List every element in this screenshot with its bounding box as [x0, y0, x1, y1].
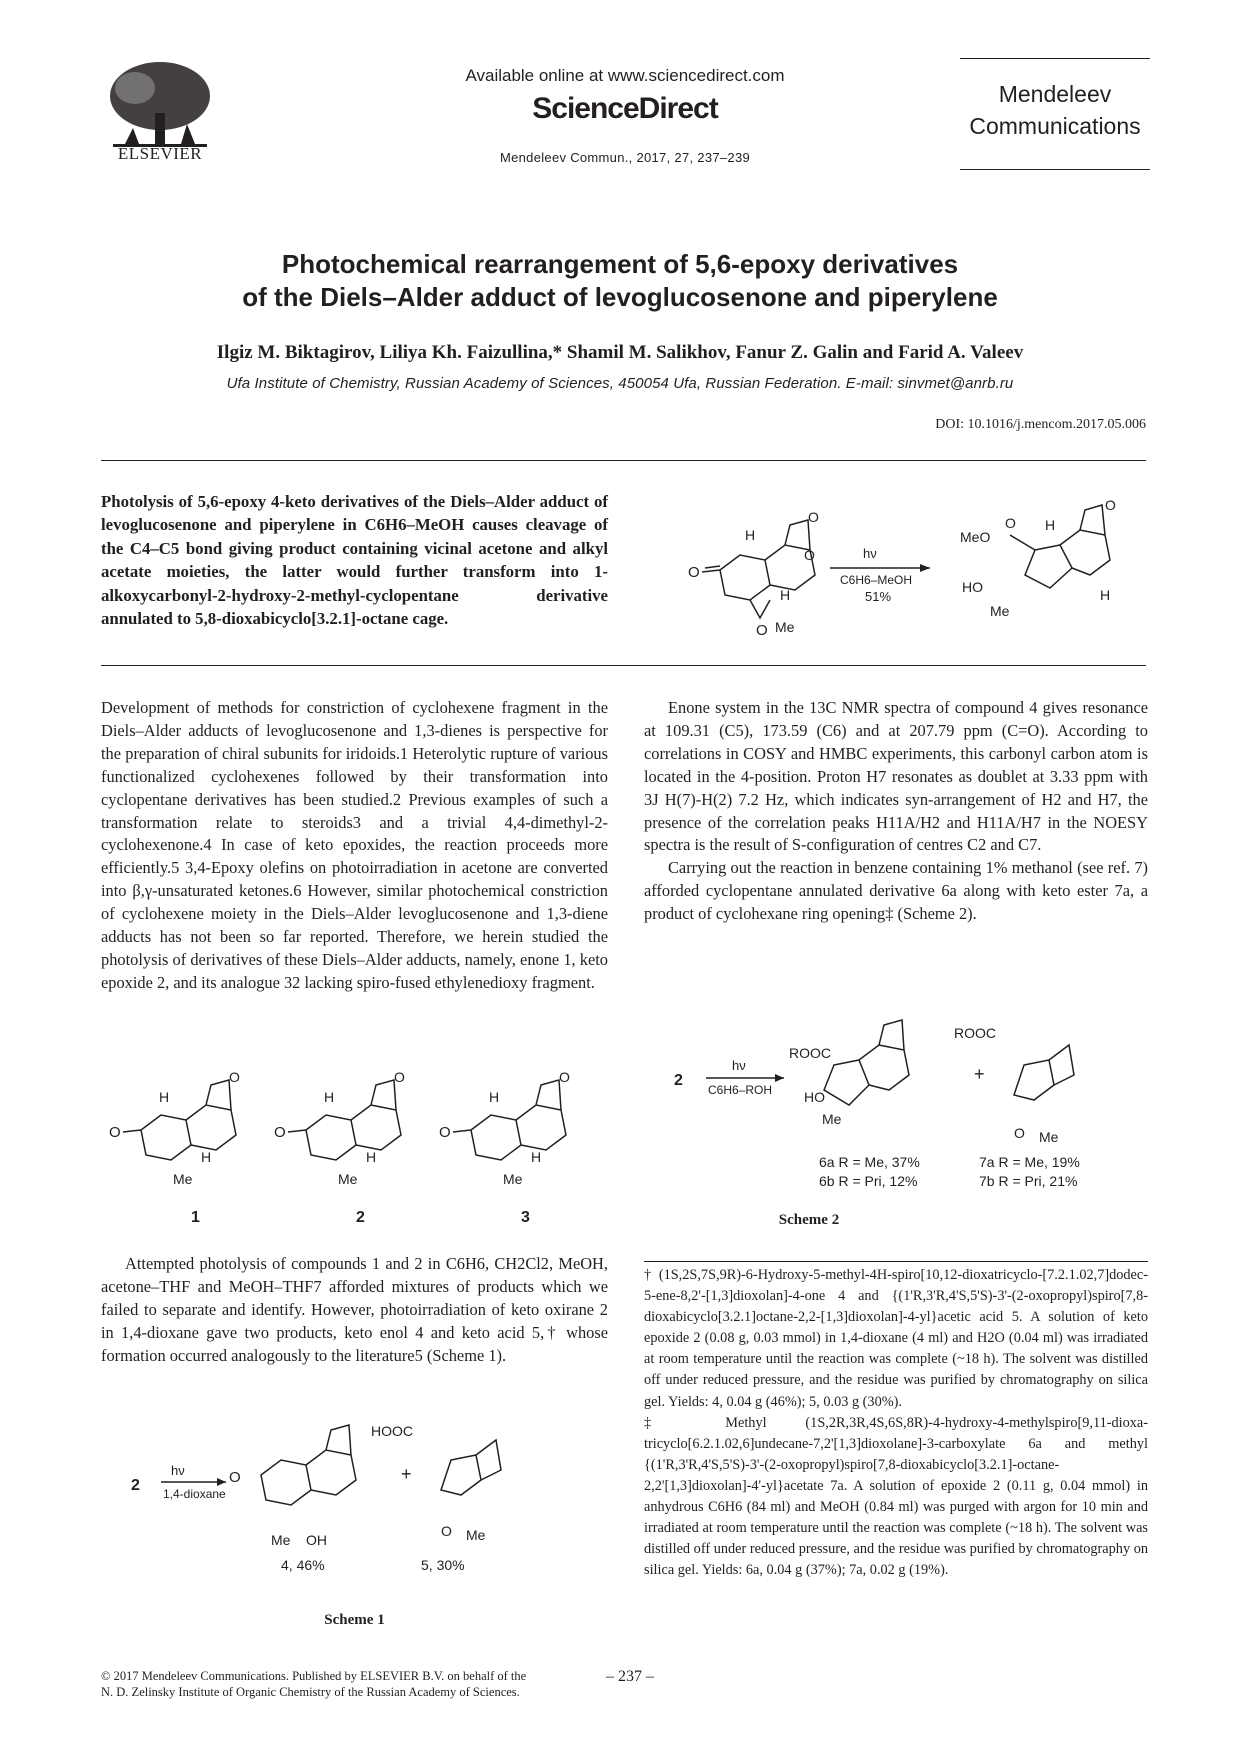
svg-text:O: O	[808, 509, 819, 525]
doi-link[interactable]: DOI: 10.1016/j.mencom.2017.05.006	[935, 417, 1146, 432]
svg-text:O: O	[109, 1124, 121, 1141]
ga-yield: 51%	[865, 589, 892, 604]
svg-text:HO: HO	[962, 579, 983, 595]
journal-name-line1: Mendeleev	[998, 81, 1112, 107]
scheme2-caption: Scheme 2	[778, 1212, 840, 1228]
scheme-2	[644, 1010, 1148, 1210]
compound-label-2: 2	[356, 1209, 365, 1226]
svg-text:Me: Me	[775, 619, 795, 635]
scheme1-product-4	[229, 1425, 356, 1548]
journal-name-line2: Communications	[969, 113, 1141, 139]
ga-product-structure	[960, 500, 1116, 619]
photolysis-paragraph: Attempted photolysis of compounds 1 and 2 in C6H6, CH2Cl2, MeOH, acetone–THF and MeOH–THF7 afforded mixtures of products which we failed to separate and identify. However, photoirradiation of keto oxirane 2 in 1,4-dioxane gave two products, keto enol 4 and keto acid 5,† whose formation occurred analogously to the literature5 (Scheme 1).	[101, 1254, 608, 1365]
footnote-dagger: † (1S,2S,7S,9R)-6-Hydroxy-5-methyl-4H-spiro[10,12-dioxatricyclo-[7.2.1.02,7]dodec-5-ene-8,2'-[1,3]dioxolan]-4-one 4 and {(1'R,3'R,4'S,5'S)-3'-(2-oxopropyl)spiro[7,8-dioxabicyclo[3.2.1]octane-2,2-[1,3]dioxolan]-4-yl}acetic acid 5. A solution of keto epoxide 2 (0.08 g, 0.03 mmol) in 1,4-dioxane (4 ml) and H2O (0.04 ml) was irradiated at room temperature until the reaction was complete (~18 h). The solvent was distilled off under reduced pressure, and the residue was purified by chromatography on silica gel. Yields: 4, 0.04 g (46%); 5, 0.03 g (30%).	[644, 1267, 1148, 1410]
svg-text:O: O	[756, 622, 768, 639]
compound-skeleton	[109, 1070, 240, 1187]
svg-text:Me: Me	[173, 1171, 193, 1187]
divider-top	[101, 460, 1146, 461]
compound-label-1: 1	[191, 1209, 200, 1226]
svg-text:H: H	[780, 587, 791, 603]
svg-text:ROOC: ROOC	[954, 1025, 996, 1041]
scheme1-start: 2	[131, 1477, 140, 1494]
left-column	[101, 697, 608, 995]
article-title-line1: Photochemical rearrangement of 5,6-epoxy derivatives	[281, 249, 959, 279]
scheme1-caption: Scheme 1	[324, 1612, 385, 1628]
svg-text:ROOC: ROOC	[789, 1045, 831, 1061]
svg-text:H: H	[201, 1149, 212, 1165]
svg-text:O: O	[229, 1469, 241, 1486]
svg-text:H: H	[1100, 587, 1111, 603]
svg-text:H: H	[159, 1089, 170, 1105]
scheme2-product-7	[954, 1025, 1074, 1145]
scheme2-start: 2	[674, 1072, 683, 1089]
svg-text:O: O	[229, 1070, 240, 1085]
svg-text:O: O	[441, 1523, 452, 1539]
scheme2-7a: 7a R = Me, 19%	[979, 1154, 1080, 1170]
scheme2-7b: 7b R = Pri, 21%	[979, 1173, 1078, 1189]
scheme1-product4-yield: 4, 46%	[281, 1557, 325, 1573]
svg-text:Me: Me	[1039, 1129, 1059, 1145]
scheme-1	[101, 1410, 608, 1590]
article-title-line2: of the Diels–Alder adduct of levoglucosenone and piperylene	[242, 282, 998, 312]
svg-text:O: O	[1105, 500, 1116, 513]
ga-reactant-structure	[688, 509, 819, 639]
svg-text:OH: OH	[306, 1532, 327, 1548]
author-list: Ilgiz M. Biktagirov, Liliya Kh. Faizullina,* Shamil M. Salikhov, Fanur Z. Galin and Farid A. Valeev	[216, 342, 1024, 363]
svg-text:+: +	[401, 1464, 412, 1484]
footnote-ddagger: ‡ Methyl (1S,2R,3R,4S,6S,8R)-4-hydroxy-4-methylspiro[9,11-dioxa-tricyclo[6.2.1.02,6]undecane-7,2'[1,3]dioxolane]-3-carboxylate 6a and methyl {(1'R,3'R,4'S,5'S)-3'-(2-oxopropyl)spiro[7,8-dioxabicyclo[3.2.1]-octane-2,2'[1,3]dioxolan]-4'-yl}acetate 7a. A solution of epoxide 2 (0.11 g, 0.04 mmol) in anhydrous C6H6 (84 ml) and MeOH (0.84 ml) was purged with argon for 10 min and irradiated at room temperature until the reaction was complete (~18 h). The solvent was distilled off under reduced pressure, and the residue was purified by chromatography on silica gel. Yields: 6a, 0.04 g (37%); 7a, 0.02 g (19%).	[644, 1414, 1148, 1579]
footnote-divider	[644, 1261, 1148, 1262]
scheme2-product-6	[789, 1020, 909, 1127]
scheme1-reagent-top: hν	[171, 1463, 185, 1478]
scheme1-product5-yield: 5, 30%	[421, 1557, 465, 1573]
article-title	[130, 248, 1110, 314]
publisher-name: ELSEVIER	[117, 144, 203, 163]
left-column-2	[101, 1253, 608, 1368]
svg-text:O: O	[804, 547, 815, 563]
footnotes	[644, 1265, 1148, 1581]
scheme1-product-5	[371, 1423, 501, 1543]
svg-text:H: H	[1045, 517, 1056, 533]
available-online[interactable]: Available online at www.sciencedirect.com	[465, 66, 785, 85]
scheme1-reagent-bottom: 1,4-dioxane	[163, 1487, 226, 1501]
svg-text:O: O	[1014, 1125, 1025, 1141]
nmr-paragraph: Enone system in the 13C NMR spectra of compound 4 gives resonance at 109.31 (C5), 173.59 (C6) and at 207.79 ppm (C=O). According to correlations in COSY and HMBC experiments, this carbonyl carbon atom is located in the 4-position. Proton H7 resonates as doublet at 3.33 ppm with 3J H(7)-H(2) 7.2 Hz, which indicates syn-arrangement of H2 and H7, the presence of the correlation peaks H11A/H2 and H11A/H7 in the NOESY spectra is the result of S-configuration of centres C2 and C7.	[644, 698, 1148, 855]
svg-text:+: +	[974, 1064, 985, 1084]
scheme2-reagent-bottom: C6H6–ROH	[708, 1083, 773, 1097]
svg-text:O: O	[1005, 515, 1016, 531]
right-column	[644, 697, 1148, 926]
compound-label-3: 3	[521, 1209, 530, 1226]
intro-paragraph: Development of methods for constriction of cyclohexene fragment in the Diels–Alder adducts of levoglucosenone and 1,3-dienes is perspective for the preparation of chiral subunits for iridoids.1 Heterolytic rupture of various functionalized cyclohexenes followed by their transformation into cyclopentane derivatives has been studied.2 Previous examples of such a transformation relate to steroids3 and a trivial 4,4-dimethyl-2-cyclohexenone.4 In case of keto epoxides, the reaction proceeds more efficiently.5 3,4-Epoxy olefins on photoirradiation in acetone are converted into β,γ-unsaturated ketones.6 However, similar photochemical constriction of cyclohexene moiety in the Diels–Alder levoglucosenone and 1,3-diene adducts has not been so far reported. Therefore, we herein studied the photolysis of derivatives of these Diels–Alder adducts, namely, enone 1, keto epoxide 2, and its analogue 32 lacking spiro-fused ethylenedioxy fragment.	[101, 698, 608, 992]
svg-text:HOOC: HOOC	[371, 1423, 413, 1439]
scheme2-6a: 6a R = Me, 37%	[819, 1154, 920, 1170]
ga-arrow-bottom: C6H6–MeOH	[840, 573, 913, 587]
scheme2-reagent-top: hν	[732, 1058, 746, 1073]
abstract-text: Photolysis of 5,6-epoxy 4-keto derivatives of the Diels–Alder adduct of levoglucosenone and piperylene in C6H6–MeOH causes cleavage of the C4–C5 bond giving product containing vicinal acetone and alkyl acetate moieties, the latter would further transform into 1-alkoxycarbonyl-2-hydroxy-2-methyl-cyclopentane derivative annulated to 5,8-dioxabicyclo[3.2.1]-octane cage.	[101, 492, 608, 629]
svg-text:Me: Me	[466, 1527, 486, 1543]
svg-text:MeO: MeO	[960, 529, 991, 545]
divider-abstract	[101, 665, 1146, 666]
elsevier-logo	[105, 58, 215, 170]
svg-text:Me: Me	[990, 603, 1010, 619]
ga-arrow-top: hν	[863, 546, 877, 561]
journal-citation: Mendeleev Commun., 2017, 27, 237–239	[499, 150, 751, 165]
graphical-abstract	[680, 500, 1150, 640]
svg-text:H: H	[745, 527, 756, 543]
svg-text:Me: Me	[271, 1532, 291, 1548]
svg-text:Me: Me	[822, 1111, 842, 1127]
scheme2-6b: 6b R = Pri, 12%	[819, 1173, 918, 1189]
svg-text:HO: HO	[804, 1089, 825, 1105]
affiliation: Ufa Institute of Chemistry, Russian Academy of Sciences, 450054 Ufa, Russian Federation. E-mail: sinvmet@anrb.ru	[226, 375, 1014, 392]
svg-text:O: O	[688, 564, 700, 581]
page-number: – 237 –	[606, 1668, 654, 1685]
journal-name	[960, 78, 1150, 142]
benzene-paragraph: Carrying out the reaction in benzene containing 1% methanol (see ref. 7) afforded cyclopentane annulated derivative 6a along with keto ester 7a, a product of cyclohexane ring opening‡ (Scheme 2).	[644, 858, 1148, 924]
copyright-notice: © 2017 Mendeleev Communications. Published by ELSEVIER B.V. on behalf of the N. D. Zelinsky Institute of Organic Chemistry of the Russian Academy of Sciences.	[101, 1669, 527, 1699]
compounds-figure	[101, 1070, 608, 1230]
sciencedirect-brand[interactable]: ScienceDirect	[532, 92, 718, 125]
